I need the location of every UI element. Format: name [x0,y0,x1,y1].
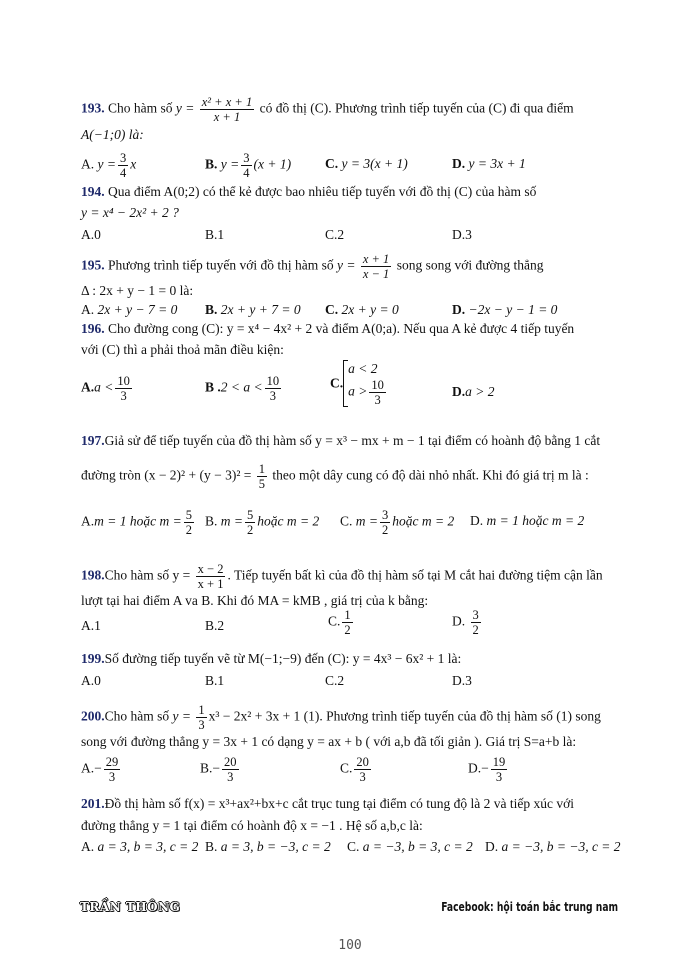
problem-193-stem: 193. Cho hàm số y = $\frac{\text{x² + x + 1}}{x + 1}$ có đồ thị (C). Phương trình tiếp tuyến của (C) đi qua điểm [81,95,574,124]
problem-201-stem: 201.Đồ thị hàm số f(x) = x³+ax²+bx+c cắt trục tung tại điểm có tung độ là 2 và tiếp xúc với [81,796,574,811]
page-number: 100 [338,938,362,953]
option-a: A.− $\frac{29}{3}$ [81,755,119,784]
option-c: C. y = 3(x + 1) [325,156,408,171]
problem-number: 194. [81,184,105,199]
option-d: D. a = −3, b = −3, c = 2 [485,839,621,854]
problem-197-stem: 197.Giả sử để tiếp tuyến của đồ thị hàm số y = x³ − mx + m − 1 tại điểm có hoành độ bằng 1 cắt [81,433,601,448]
option-a: A.m = 1 hoặc m = $\frac{5}{2}$ [81,508,192,537]
option-b: B. a = 3, b = −3, c = 2 [205,839,331,854]
option-b: B .2 < a < $\frac{10}{3}$ [205,374,280,403]
option-d: D.3 [452,227,472,242]
option-c: C. $\frac{1}{2}$ [328,608,351,637]
problem-number: 196. [81,321,105,336]
problem-196-stem: 196. Cho đường cong (C): y = x⁴ − 4x² + 2 và điểm A(0;a). Nếu qua A kẻ được 4 tiếp tuyến [81,321,575,336]
problem-199-stem: 199.Số đường tiếp tuyến vẽ từ M(−1;−9) đến (C): y = 4x³ − 6x² + 1 là: [81,651,462,666]
footer-author: TRẦN THÔNG [80,900,181,914]
document-page: 193. Cho hàm số y = $\frac{\text{x² + x + 1}}{x + 1}$ có đồ thị (C). Phương trình tiếp tuyến của (C) đi qua điểm A(−1;0) là: A. y = $\frac{3}{4}$ x B. y = $\frac{3}{4}$ (x + 1) C. y = 3(x + 1) D. y = 3x + 1 194. Qua điểm A(0;2) có thể kẻ được bao nhiêu tiếp tuyến với đồ thị (C) của hàm số y = x⁴ − 2x² + 2 ? A.0 B.1 C.2 D.3 195. Phương trình tiếp tuyến với đồ thị hàm số y = $\frac{x + 1}{x - 1}$ song song với đường thẳng Δ : 2x + y − 1 = 0 là: A. 2x + y − 7 = 0 B. 2x + y + 7 = 0 C. 2x + y = 0 D. −2x − y − 1 = 0 196. Cho đường cong (C): y = x⁴ − 4x² + 2 và điểm A(0;a). Nếu qua A kẻ được 4 tiếp tuyến với (C) thì a phải thoả mãn điều kiện: A.a < $\frac{10}{3}$ B .2 < a < $\frac{10}{3}$ C. a < 2 a > $\frac{10}{3}$ D.a > 2 197.Giả sử để tiếp tuyến của đồ thị hàm số y = x³ − mx + m − 1 tại điểm có hoành độ bằng 1 cắt đường tròn (x − 2)² + (y − 3)² = $\frac{1}{5}$ theo một dây cung có độ dài nhỏ nhất. Khi đó giá trị m là : A.m = 1 hoặc m = $\frac{5}{2}$ B. m = $\frac{5}{2}$ hoặc m = 2 C. m = $\frac{3}{2}$ hoặc m = 2 D. m = 1 hoặc m = 2 198.Cho hàm số y = $\frac{x - 2}{x + 1}$ . Tiếp tuyến bất kì của đồ thị hàm số tại M cắt hai đường tiệm cận lần lượt tại hai điểm A va B. Khi đó MA = kMB , giá trị của k bằng: A.1 B.2 C. $\frac{1}{2}$ D. $\frac{3}{2}$ 199.Số đường tiếp tuyến vẽ từ M(−1;−9) đến (C): y = 4x³ − 6x² + 1 là: A.0 B.1 C.2 D.3 200.Cho hàm số y = $\frac{1}{3}$ x³ − 2x² + 3x + 1 (1). Phương trình tiếp tuyến của đồ thị hàm số (1) song song với đường thẳng y = 3x + 1 có dạng y = ax + b ( với a,b đã tối giản ). Giá trị S=a+b là: A.− $\frac{29}{3}$ B.− $\frac{20}{3}$ C. $\frac{20}{3}$ D.− $\frac{19}{3}$ 201.Đồ thị hàm số f(x) = x³+ax²+bx+c cắt trục tung tại điểm có tung độ là 2 và tiếp xúc với đường thẳng y = 1 tại điểm có hoành độ x = −1 . Hệ số a,b,c là: A. a = 3, b = 3, c = 2 B. a = 3, b = −3, c = 2 C. a = −3, b = 3, c = 2 D. a = −3, b = −3, c = 2 TRẦN THÔNG Facebook: hội toán bắc trung nam 100 [0,0,700,960]
option-d: D.− $\frac{19}{3}$ [468,755,506,784]
option-c: C. $\frac{20}{3}$ [340,755,369,784]
option-c: C. a = −3, b = 3, c = 2 [347,839,473,854]
problem-number: 201. [81,796,105,811]
option-c: C.2 [325,673,345,688]
problem-194-stem: 194. Qua điểm A(0;2) có thể kẻ được bao nhiêu tiếp tuyến với đồ thị (C) của hàm số [81,184,537,199]
option-a: A. a = 3, b = 3, c = 2 [81,839,199,854]
problem-200-stem: 200.Cho hàm số y = $\frac{1}{3}$ x³ − 2x² + 3x + 1 (1). Phương trình tiếp tuyến của đồ thị hàm số (1) song [81,703,601,732]
problem-number: 198. [81,567,105,583]
option-b: B.1 [205,673,225,688]
option-a: A.0 [81,227,101,242]
option-b: B. y = $\frac{3}{4}$ (x + 1) [205,151,292,180]
option-d: D. y = 3x + 1 [452,156,526,171]
fraction: $\frac{\text{x² + x + 1}}{x + 1}$ [201,95,253,124]
option-a: A.0 [81,673,101,688]
problem-number: 197. [81,433,105,448]
option-a: A. 2x + y − 7 = 0 [81,302,178,317]
option-b: B. 2x + y + 7 = 0 [205,302,301,317]
problem-number: 199. [81,651,105,666]
problem-number: 200. [81,708,105,724]
problem-195-stem: 195. Phương trình tiếp tuyến với đồ thị hàm số y = $\frac{x + 1}{x - 1}$ song song với đường thẳng [81,252,544,281]
option-a: A.a < $\frac{10}{3}$ [81,374,130,403]
option-a: A. y = $\frac{3}{4}$ x [81,151,137,180]
problem-198-stem: 198.Cho hàm số y = $\frac{x - 2}{x + 1}$ . Tiếp tuyến bất kì của đồ thị hàm số tại M cắt hai đường tiệm cận lần [81,562,603,591]
case-bracket: a < 2 a > $\frac{10}{3}$ [343,360,388,407]
option-d: D. −2x − y − 1 = 0 [452,302,558,317]
problem-number: 195. [81,257,105,273]
option-b: B.1 [205,227,225,242]
option-c: C. a < 2 a > $\frac{10}{3}$ [330,360,388,407]
option-c: C. m = $\frac{3}{2}$ hoặc m = 2 [340,508,455,537]
option-c: C.2 [325,227,345,242]
option-b: B.− $\frac{20}{3}$ [200,755,237,784]
option-d: D.3 [452,673,472,688]
option-d: D. m = 1 hoặc m = 2 [470,513,585,528]
option-a: A.1 [81,618,101,633]
option-b: B. m = $\frac{5}{2}$ hoặc m = 2 [205,508,320,537]
footer-facebook: Facebook: hội toán bắc trung nam [441,900,618,914]
option-d: D. $\frac{3}{2}$ [452,608,479,637]
option-c: C. 2x + y = 0 [325,302,399,317]
problem-number: 193. [81,100,105,116]
option-b: B.2 [205,618,225,633]
option-d: D.a > 2 [452,384,495,399]
